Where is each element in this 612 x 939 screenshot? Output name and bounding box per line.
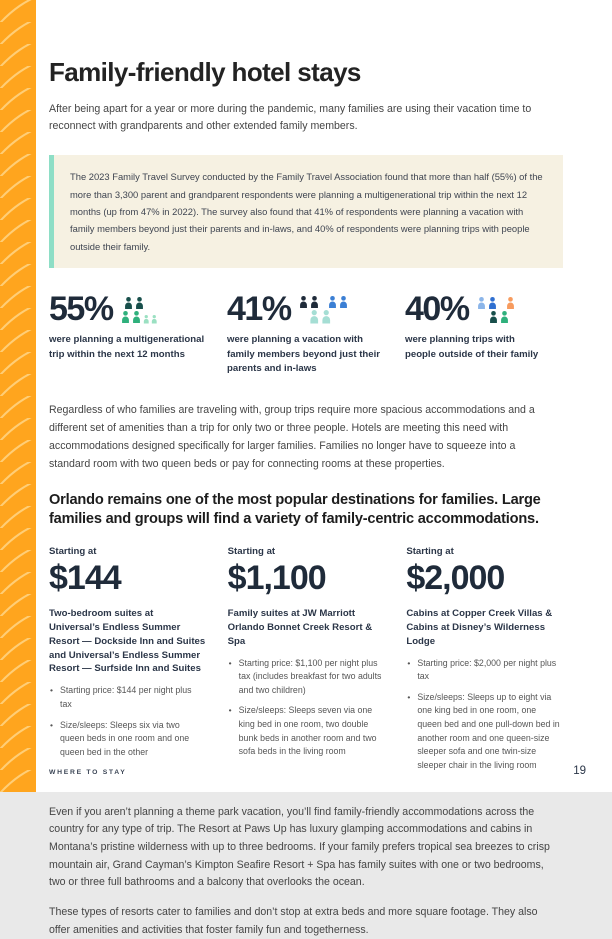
person-icon [328, 296, 337, 308]
detail-starting-price: • Starting price: $2,000 per night plus tax [406, 657, 563, 684]
stat-block-beyond-parents [227, 292, 405, 376]
detail-starting-price: • Starting price: $1,100 per night plus tax (includes breakfast for two adults and two children) [228, 657, 385, 698]
detail-starting-price: • Starting price: $144 per night plus tax [49, 684, 206, 711]
hotel-name: Family suites at JW Marriott Orlando Bonnet Creek Resort & Spa [227, 607, 373, 647]
stat-block-outside-family [405, 292, 563, 376]
wave-pattern-graphic [0, 0, 36, 792]
decorative-wave-band [0, 0, 36, 792]
pricing-columns [49, 546, 563, 779]
hotel-details-list [406, 657, 563, 773]
stat-value: 55% [49, 290, 113, 329]
person-icon [489, 311, 498, 323]
price-value: $144 [49, 559, 121, 598]
person-icon [121, 311, 130, 323]
starting-at-label: Starting at [406, 546, 454, 558]
survey-callout [49, 155, 563, 268]
band-waves [0, 0, 36, 792]
stat-value: 40% [405, 290, 469, 329]
page-number: 19 [573, 765, 586, 777]
intro-paragraph: After being apart for a year or more during the pandemic, many families are using their vacation time to reconnect with grandparents and other extended family members. [49, 103, 532, 133]
hotel-details-list [228, 657, 385, 759]
detail-size-sleeps: • Size/sleeps: Sleeps six via two queen beds in one room and one queen bed in the other [49, 719, 206, 760]
price-value: $1,100 [227, 559, 326, 598]
person-icon [310, 296, 319, 308]
child-icon [151, 315, 158, 324]
closing-paragraph-2: These types of resorts cater to families and don’t stop at extra beds and more square footage. They also offer amenities and activities that foster family fun and togetherness. [49, 905, 538, 936]
stat-caption: were planning a vacation with family members beyond just their parents and in-laws [227, 334, 381, 375]
pricing-card-copper-creek [406, 546, 563, 779]
starting-at-label: Starting at [49, 546, 97, 558]
page-title: Family-friendly hotel stays [49, 57, 361, 87]
person-icon [132, 311, 141, 323]
section-label: WHERE TO STAY [49, 769, 127, 776]
stat-caption: were planning a multigenerational trip within the next 12 months [49, 334, 205, 360]
person-icon [321, 310, 332, 324]
person-icon [339, 296, 348, 308]
page-content [49, 0, 563, 939]
hotel-details-list [49, 684, 206, 759]
person-icon [500, 311, 509, 323]
orlando-subheading: Orlando remains one of the most popular destinations for families. Large families and groups will find a variety of family-centric accommodations. [49, 492, 541, 528]
child-icon [143, 315, 150, 324]
family-group-icon [299, 296, 348, 327]
stat-block-multigenerational [49, 292, 227, 376]
stats-row [49, 292, 563, 376]
person-icon [488, 297, 497, 309]
stat-caption: were planning trips with people outside of their family [405, 334, 539, 360]
price-value: $2,000 [406, 559, 505, 598]
person-icon [506, 297, 515, 309]
survey-callout-text: The 2023 Family Travel Survey conducted by the Family Travel Association found that more than half (55%) of the more than 3,300 parent and grandparent respondents were planning a multigenerational trip within the next 12 months (up from 47% in 2022). The survey also found that 41% of respondents were planning a vacation with family members beyond just their parents and in-laws, and 40% of respondents were planning trips with people outside their family. [70, 171, 543, 252]
person-icon [135, 297, 144, 309]
hotel-name: Cabins at Copper Creek Villas & Cabins at Disney’s Wilderness Lodge [406, 607, 553, 647]
person-icon [299, 296, 308, 308]
closing-paragraph-1: Even if you aren’t planning a theme park vacation, you’ll find family-friendly accommodations across the country for any type of trip. The Resort at Paws Up has luxury glamping accommodations and cabins in Montana’s pristine wilderness with up to three bedrooms. If your family prefers tropical sea breezes to crisp mountain air, Grand Cayman’s Kimpton Seafire Resort + Spa has family suites with one or two bedrooms, two or three full bathrooms and a balcony that overlooks the ocean. [49, 805, 550, 889]
starting-at-label: Starting at [227, 546, 276, 558]
body-paragraph: Regardless of who families are traveling with, group trips require more spacious accommodations and a different set of amenities than a trip for only two or three people. Hotels are meeting this need with accommodations designed specifically for larger families. Families no longer have to squeeze into a standard room with two queen beds or pay for connecting rooms at these properties. [49, 404, 535, 470]
person-icon [309, 310, 320, 324]
person-icon [124, 297, 133, 309]
stat-value: 41% [227, 290, 291, 329]
detail-size-sleeps: • Size/sleeps: Sleeps up to eight via one king bed in one room, one queen bed and one pull-down bed in another room and one queen-size sleeper sofa and one twin-size sleeper chair in the living room [406, 691, 563, 773]
detail-size-sleeps: • Size/sleeps: Sleeps seven via one king bed in one room, two double bunk beds in another room and two sofa beds in the living room [228, 704, 385, 759]
person-icon [477, 297, 486, 309]
pricing-card-universal [49, 546, 206, 779]
hotel-name: Two-bedroom suites at Universal’s Endless Summer Resort — Dockside Inn and Suites and Universal’s Endless Summer Resort — Surfside Inn and Suites [49, 607, 206, 675]
family-group-icon [477, 297, 515, 326]
family-group-icon [121, 297, 158, 326]
pricing-card-jw-marriott [228, 546, 385, 779]
page-footer [49, 765, 586, 777]
